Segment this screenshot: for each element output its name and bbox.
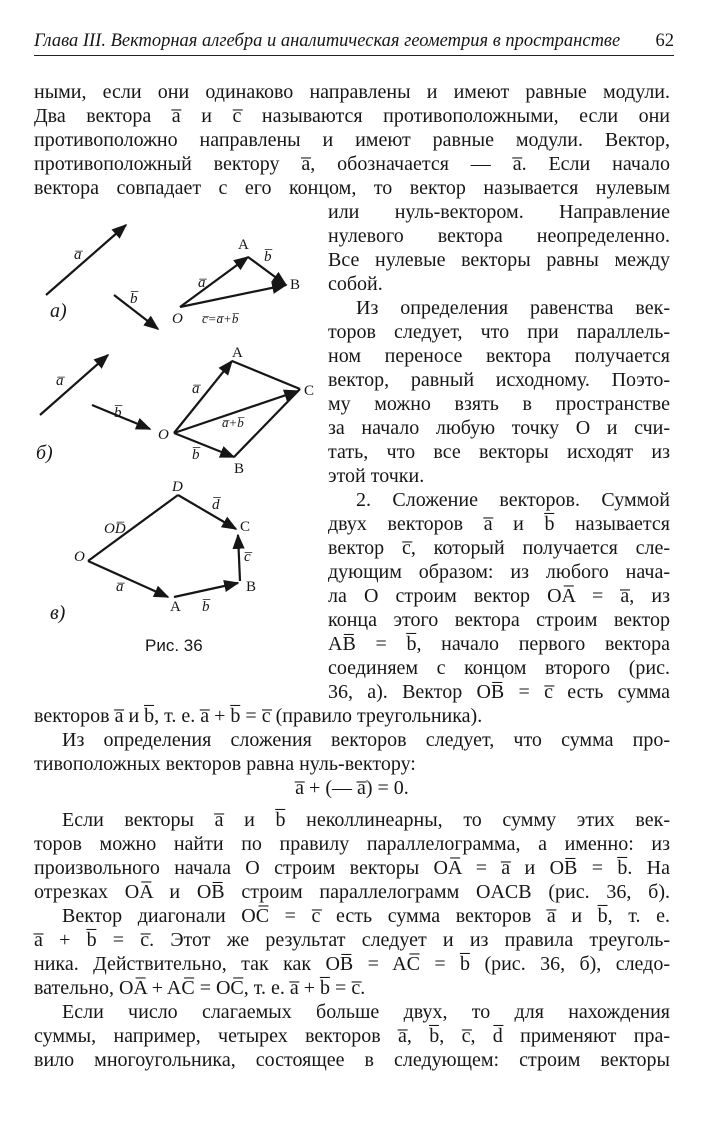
text-line: вектора совпадает с его концом, то вектор называется нулевым xyxy=(34,177,670,199)
vector-b-c xyxy=(174,583,238,597)
fig-label: O xyxy=(172,311,183,327)
fig-label: O xyxy=(74,549,85,565)
fig-label: a̅ xyxy=(74,247,82,263)
text-line: вектор, равный исходному. Поэто- xyxy=(328,369,670,391)
text-line: ными, если они одинаково направлены и имеют равные модули. xyxy=(34,81,670,103)
formula: a̅ + (— a̅) = 0. xyxy=(295,777,409,799)
text-line: 2. Сложение векторов. Суммой xyxy=(356,489,670,511)
fig-label: c̅=a̅+b̅ xyxy=(202,311,239,326)
text-line: ном переносе вектора получается xyxy=(328,345,670,367)
fig-label: b̅ xyxy=(130,291,138,307)
text-line: противоположно направлены и имеют равные модули. Вектор, xyxy=(34,129,670,151)
text-line: Все нулевые векторы равны между xyxy=(328,249,670,271)
fig-label: b̅ xyxy=(114,405,122,421)
fig-label: a̅ xyxy=(116,579,124,595)
text-line: a̅ + b̅ = c̅. Этот же результат следует и из правила треуголь- xyxy=(34,929,670,951)
fig-label: a̅ xyxy=(56,373,64,389)
figure-36 xyxy=(26,215,326,665)
side-BC xyxy=(234,389,300,457)
fig-label: A xyxy=(232,345,243,361)
fig-label: b̅ xyxy=(264,249,272,265)
text-line: Вектор диагонали OC̅ = c̅ есть сумма векторов a̅ и b̅, т. е. xyxy=(62,905,670,927)
text-line: Из определения равенства век- xyxy=(356,297,670,319)
text-line: ла O строим вектор OA̅ = a̅, из xyxy=(328,585,670,607)
part-label: б) xyxy=(36,442,53,464)
text-line: или нуль-вектором. Направление xyxy=(328,201,670,223)
fig-label: c̅ xyxy=(244,549,251,565)
text-line: суммы, например, четырех векторов a̅, b̅, c̅, d̅ применяют пра- xyxy=(34,1025,670,1047)
page-number: 62 xyxy=(655,31,674,51)
fig-label: B xyxy=(290,277,301,293)
fig-label: a̅ xyxy=(192,381,200,397)
text-line: конца этого вектора строим вектор xyxy=(328,609,670,631)
fig-label: C xyxy=(240,519,251,535)
text-line: ника. Действительно, так как OB̅ = AC̅ = b̅ (рис. 36, б), следо- xyxy=(34,953,670,975)
text-line: двух векторов a̅ и b̅ называется xyxy=(328,513,670,535)
text-line: вательно, OA̅ + AC̅ = OC̅, т. е. a̅ + b̅ = c̅. xyxy=(34,977,366,999)
fig-label: D xyxy=(172,479,183,495)
text-line: отрезках OA̅ и OB̅ строим параллелограмм OACB (рис. 36, б). xyxy=(34,881,670,903)
text-line: соединяем с концом второго (рис. xyxy=(328,657,670,679)
text-line: Из определения сложения векторов следует, что сумма про- xyxy=(62,729,670,751)
vector-a-c xyxy=(88,561,168,597)
fig-label: A xyxy=(170,599,181,615)
fig-label: B xyxy=(246,579,257,595)
fig-label: B xyxy=(234,461,245,477)
text-line: Два вектора a̅ и c̅ называются противоположными, если они xyxy=(34,105,670,127)
vector-OB-b xyxy=(174,433,234,457)
running-header xyxy=(34,31,674,56)
text-line: нулевого вектора неопределенно. xyxy=(328,225,670,247)
text-line: этой точки. xyxy=(328,465,425,487)
text-line: тивоположных векторов равна нуль-вектору: xyxy=(34,753,416,775)
part-label: в) xyxy=(50,602,66,624)
fig-label: a̅+b̅ xyxy=(222,415,244,430)
text-line: противоположный вектору a̅, обозначается — a̅. Если начало xyxy=(34,153,670,175)
text-line: вило многоугольника, состоящее в следующем: строим векторы xyxy=(34,1049,670,1071)
vector-diagram xyxy=(26,215,326,635)
figure-caption: Рис. 36 xyxy=(145,636,203,655)
fig-label: C xyxy=(304,383,315,399)
fig-label: a̅ xyxy=(198,275,206,291)
text-line: торов можно найти по правилу параллелограмма, а именно: из xyxy=(34,833,670,855)
part-label: а) xyxy=(50,300,67,322)
text-line: Если векторы a̅ и b̅ неколлинеарны, то сумму этих век- xyxy=(62,809,670,831)
vector-a-free-b xyxy=(40,355,108,415)
fig-label: b̅ xyxy=(202,599,210,615)
text-line: Если число слагаемых больше двух, то для нахождения xyxy=(62,1001,670,1023)
text-line: AB̅ = b̅, начало первого вектора xyxy=(328,633,670,655)
fig-label: OD̅ xyxy=(104,521,126,537)
text-line: му можно взять в пространстве xyxy=(328,393,670,415)
text-line: собой. xyxy=(328,273,383,295)
text-line: дующим образом: из любого нача- xyxy=(328,561,670,583)
text-line: вектор c̅, который получается сле- xyxy=(328,537,670,559)
fig-label: O xyxy=(158,427,169,443)
vector-a-free xyxy=(46,225,126,295)
vector-d-c xyxy=(178,495,236,529)
text-line: векторов a̅ и b̅, т. е. a̅ + b̅ = c̅ (правило треугольника). xyxy=(34,705,483,727)
text-line: произвольного начала O строим векторы OA̅ = a̅ и OB̅ = b̅. На xyxy=(34,857,670,879)
fig-label: A xyxy=(238,237,249,253)
vector-OD xyxy=(88,495,178,561)
text-line: тать, что все векторы исходят из xyxy=(328,441,670,463)
side-AC xyxy=(232,361,300,389)
fig-label: d̅ xyxy=(212,497,220,513)
vector-c-c xyxy=(238,535,240,581)
chapter-title: Глава III. Векторная алгебра и аналитическая геометрия в пространстве xyxy=(34,31,621,51)
text-line: за начало любую точку O и счи- xyxy=(328,417,670,439)
text-line: торов следует, что при параллель- xyxy=(328,321,670,343)
fig-label: b̅ xyxy=(192,447,200,463)
text-line: 36, а). Вектор OB̅ = c̅ есть сумма xyxy=(328,681,670,703)
